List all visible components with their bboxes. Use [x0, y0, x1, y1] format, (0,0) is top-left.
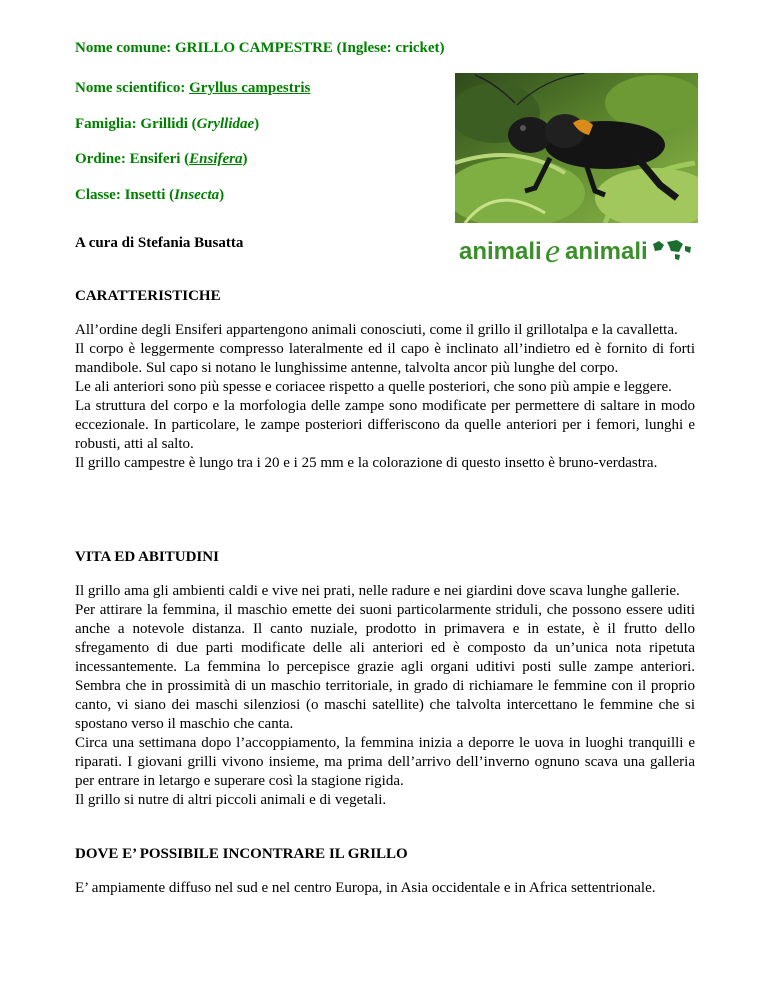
- order: [75, 151, 248, 168]
- section-body-caratteristiche: [75, 321, 695, 473]
- svg-text:animali: animali: [565, 238, 648, 265]
- svg-text:animali: animali: [459, 238, 542, 265]
- paragraph: La struttura del corpo e la morfologia delle zampe sono modificate per permettere di saltare in modo eccezionale. In particolare, le zampe posteriori differiscono da quelle anteriori per i femori, lunghi e robusti, atti al salto.: [75, 398, 695, 452]
- paragraph: Il grillo ama gli ambienti caldi e vive nei prati, nelle radure e nei giardini dove scava lunghe gallerie.: [75, 583, 680, 599]
- paragraph: Il grillo campestre è lungo tra i 20 e i 25 mm e la colorazione di questo insetto è bruno-verdastra.: [75, 455, 658, 471]
- class-end: ): [219, 187, 225, 203]
- order-label: Ordine: Ensiferi (: [75, 151, 190, 167]
- section-title-vita: VITA ED ABITUDINI: [75, 549, 219, 565]
- order-end: ): [242, 151, 248, 167]
- paragraph: All’ordine degli Ensiferi appartengono animali conosciuti, come il grillo il grillotalpa e la cavalletta.: [75, 322, 678, 338]
- scientific-name-label: Nome scientifico:: [75, 80, 190, 96]
- family: [75, 116, 259, 133]
- section-body-vita: [75, 582, 695, 810]
- svg-text:e: e: [545, 233, 561, 268]
- paragraph: Il corpo è leggermente compresso lateralmente ed il capo è inclinato all’indietro ed è fornito di forti mandibole. Sul capo si notano le lunghissime antenne, talvolta ancor più lunghe del corpo.: [75, 341, 695, 376]
- paragraph: Le ali anteriori sono più spesse e coriacee rispetto a quelle posteriori, che sono più ampie e leggere.: [75, 379, 672, 395]
- family-label: Famiglia: Grillidi (: [75, 116, 197, 132]
- scientific-name-link[interactable]: Gryllus campestris: [189, 80, 311, 96]
- animalieanimali-logo[interactable]: [455, 232, 698, 268]
- section-title-dove: DOVE E’ POSSIBILE INCONTRARE IL GRILLO: [75, 846, 408, 862]
- section-body-dove: [75, 879, 695, 898]
- paragraph: Circa una settimana dopo l’accoppiamento, la femmina inizia a deporre le uova in luoghi tranquilli e riparati. I giovani grilli vivono insieme, ma prima dell’arrivo dell’inverno ognuno scava una galleria per entrare in letargo e superare così la stagione rigida.: [75, 735, 695, 789]
- common-name: Nome comune: GRILLO CAMPESTRE (Inglese: cricket): [75, 40, 445, 56]
- paragraph: Per attirare la femmina, il maschio emette dei suoni particolarmente striduli, che possono essere uditi anche a notevole distanza. Il canto nuziale, prodotto in primavera e in estate, è il frutto dello sfregamento di due parti modificate delle ali anteriori ed è composto da un’unica nota ripetuta incessantemente. La femmina lo percepisce grazie agli organi uditivi posti sulle zampe anteriori. Sembra che in prossimità di un maschio territoriale, in grado di richiamare le femmine con il proprio canto, vi siano dei maschi silenziosi (o maschi satellite) che talvolta intercettano le femmine che si spostano verso il maschio che canta.: [75, 602, 695, 732]
- scientific-name: [75, 80, 310, 97]
- class-label: Classe: Insetti (: [75, 187, 175, 203]
- family-latin: Gryllidae: [196, 116, 255, 132]
- cricket-photo: [455, 73, 698, 223]
- paragraph: Il grillo si nutre di altri piccoli animali e di vegetali.: [75, 792, 387, 808]
- author: A cura di Stefania Busatta: [75, 235, 244, 251]
- section-title-caratteristiche: CARATTERISTICHE: [75, 288, 221, 304]
- class: [75, 187, 224, 204]
- order-latin-link[interactable]: Ensifera: [189, 151, 243, 167]
- family-end: ): [254, 116, 260, 132]
- paragraph: E’ ampiamente diffuso nel sud e nel centro Europa, in Asia occidentale e in Africa settentrionale.: [75, 880, 656, 896]
- class-latin: Insecta: [174, 187, 220, 203]
